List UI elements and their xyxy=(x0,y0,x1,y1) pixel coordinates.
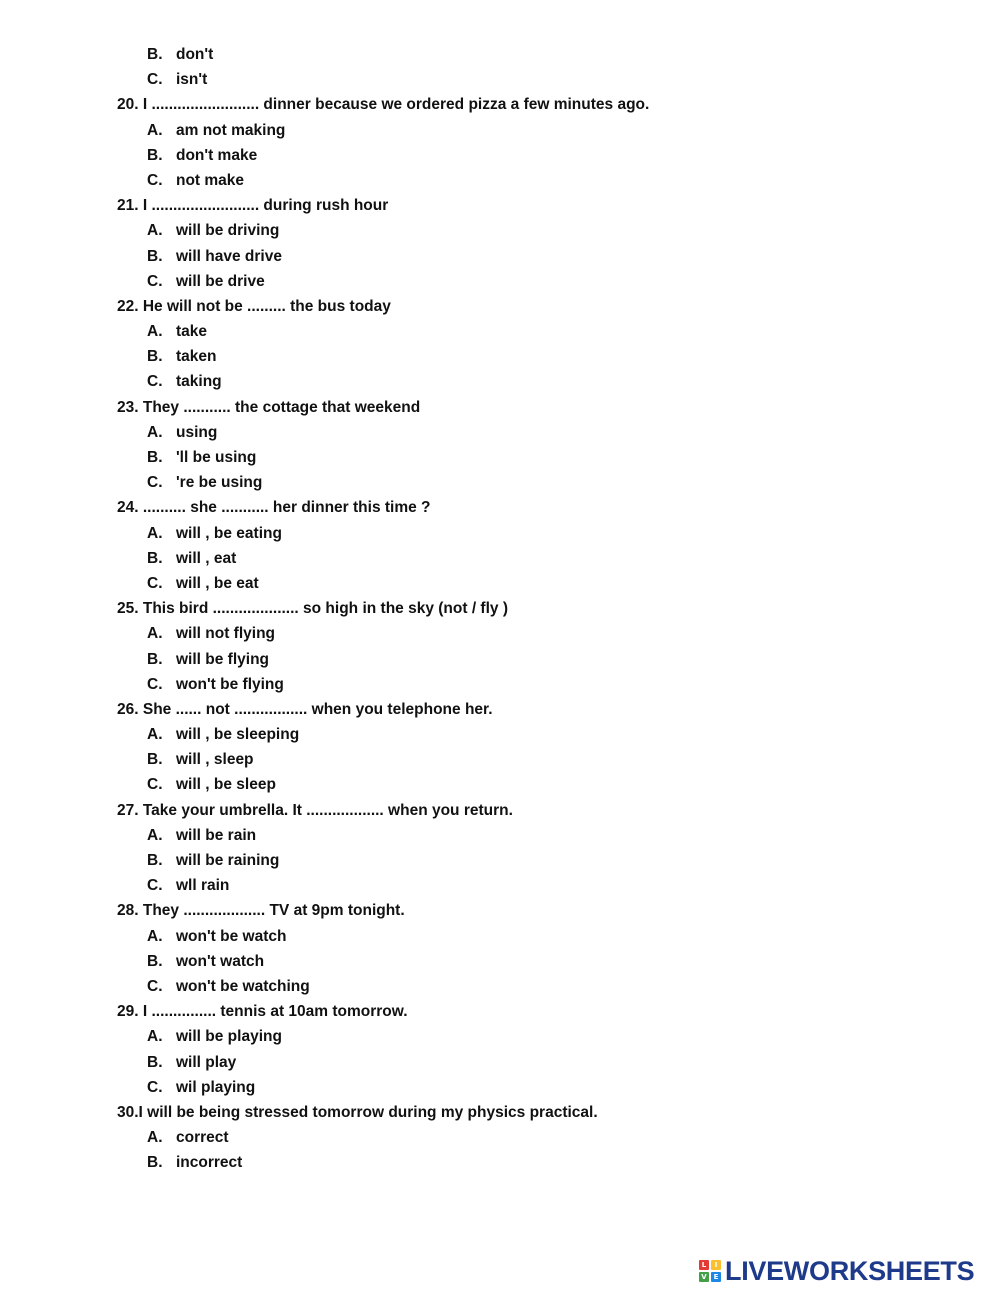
answer-option xyxy=(0,344,1000,369)
question-text: 26. She ...... not ................. when you telephone her. xyxy=(117,700,493,718)
option-letter: C. xyxy=(147,71,163,89)
option-text: don't xyxy=(176,46,214,63)
question-text: 28. They ................... TV at 9pm tonight. xyxy=(117,902,405,920)
answer-option xyxy=(0,722,1000,747)
option-text: don't make xyxy=(176,146,258,164)
option-letter: B. xyxy=(147,952,163,970)
option-text: won't be flying xyxy=(176,675,284,693)
option-text: won't watch xyxy=(176,952,265,970)
answer-option xyxy=(0,521,1000,546)
answer-option xyxy=(0,949,1000,974)
option-letter: B. xyxy=(147,751,163,769)
option-text: will , be eating xyxy=(176,524,282,542)
answer-option xyxy=(0,924,1000,949)
answer-option xyxy=(0,118,1000,143)
option-letter: C. xyxy=(147,977,163,995)
option-text: will be drive xyxy=(176,272,265,290)
answer-option xyxy=(0,873,1000,898)
option-letter: C. xyxy=(147,373,163,391)
option-text: will be rain xyxy=(176,826,257,844)
answer-option xyxy=(0,1050,1000,1075)
answer-option xyxy=(0,823,1000,848)
option-letter: A. xyxy=(147,423,163,441)
option-letter: B. xyxy=(147,852,163,869)
option-text: 're be using xyxy=(176,474,263,492)
option-letter: B. xyxy=(147,247,163,265)
question-text: 21. I ......................... during rush hour xyxy=(117,197,389,215)
liveworksheets-logo-text: LIVEWORKSHEETS xyxy=(725,1255,975,1286)
option-text: incorrect xyxy=(176,1154,243,1172)
option-text: correct xyxy=(176,1129,229,1147)
answer-option xyxy=(0,848,1000,873)
option-text: will be raining xyxy=(176,852,280,869)
question-text: 23. They ........... the cottage that weekend xyxy=(117,398,421,416)
option-letter: C. xyxy=(147,776,163,794)
option-letter: C. xyxy=(147,574,163,592)
answer-option xyxy=(0,470,1000,495)
option-letter: A. xyxy=(147,323,163,341)
option-text: am not making xyxy=(176,121,286,139)
question-text: 30.I will be being stressed tomorrow during my physics practical. xyxy=(117,1103,598,1121)
answer-option xyxy=(0,1125,1000,1150)
option-text: wil playing xyxy=(176,1078,256,1096)
answer-option xyxy=(0,621,1000,646)
answer-option xyxy=(0,319,1000,344)
option-letter: A. xyxy=(147,222,163,240)
option-text: will , be sleep xyxy=(176,776,276,794)
answer-option xyxy=(0,168,1000,193)
option-text: will be driving xyxy=(176,222,280,240)
answer-option xyxy=(0,369,1000,394)
answer-option xyxy=(0,143,1000,168)
option-text: will not flying xyxy=(176,625,276,643)
option-text: taking xyxy=(176,373,222,391)
option-text: take xyxy=(176,323,208,341)
logo-icon-tile: E xyxy=(711,1272,721,1282)
answer-option xyxy=(0,571,1000,596)
option-letter: A. xyxy=(147,524,163,542)
question-text: 27. Take your umbrella. It .................. when you return. xyxy=(117,801,513,819)
option-text: taken xyxy=(176,348,217,366)
option-text: will , be eat xyxy=(176,574,259,592)
option-text: will be flying xyxy=(176,650,270,668)
answer-option xyxy=(0,218,1000,243)
option-letter: C. xyxy=(147,272,163,290)
question-text: 20. I ......................... dinner because we ordered pizza a few minutes ago. xyxy=(117,96,650,114)
option-text: using xyxy=(176,423,218,441)
option-letter: A. xyxy=(147,1129,163,1147)
liveworksheets-logo xyxy=(699,1254,974,1288)
option-text: will , sleep xyxy=(176,751,254,769)
question-text: 24. .......... she ........... her dinner this time ? xyxy=(117,499,431,517)
answer-option xyxy=(0,1150,1000,1175)
liveworksheets-logo-icon xyxy=(699,1260,721,1282)
option-text: isn't xyxy=(176,71,208,89)
option-text: wll rain xyxy=(176,877,230,895)
answer-option xyxy=(0,67,1000,92)
question-text: 29. I ............... tennis at 10am tomorrow. xyxy=(117,1003,408,1021)
answer-option xyxy=(0,672,1000,697)
logo-icon-tile: V xyxy=(699,1272,709,1282)
option-text: 'll be using xyxy=(176,449,257,466)
option-letter: B. xyxy=(147,1053,163,1071)
option-letter: B. xyxy=(147,348,163,366)
option-letter: C. xyxy=(147,877,163,895)
option-letter: C. xyxy=(147,675,163,693)
option-letter: A. xyxy=(147,927,163,945)
option-letter: A. xyxy=(147,726,163,744)
answer-option xyxy=(0,269,1000,294)
option-letter: C. xyxy=(147,474,163,492)
question-text: 25. This bird .................... so high in the sky (not / fly ) xyxy=(117,600,508,618)
option-letter: B. xyxy=(147,46,163,63)
option-text: won't be watch xyxy=(176,927,287,945)
answer-option xyxy=(0,747,1000,772)
option-letter: B. xyxy=(147,1154,163,1172)
answer-option xyxy=(0,546,1000,571)
answer-option xyxy=(0,1075,1000,1100)
option-letter: B. xyxy=(147,549,163,567)
answer-option xyxy=(0,244,1000,269)
option-letter: B. xyxy=(147,650,163,668)
answer-option xyxy=(0,42,1000,67)
option-text: won't be watching xyxy=(176,977,310,995)
option-text: will , be sleeping xyxy=(176,726,300,744)
option-letter: C. xyxy=(147,1078,163,1096)
option-text: will be playing xyxy=(176,1028,282,1046)
answer-option xyxy=(0,647,1000,672)
option-text: will have drive xyxy=(176,247,282,265)
worksheet xyxy=(0,42,1000,1175)
answer-option xyxy=(0,974,1000,999)
option-letter: B. xyxy=(147,449,163,466)
answer-option xyxy=(0,1024,1000,1049)
option-letter: A. xyxy=(147,826,163,844)
logo-icon-tile: L xyxy=(699,1260,709,1270)
answer-option xyxy=(0,445,1000,470)
logo-icon-tile: I xyxy=(711,1260,721,1270)
option-text: will play xyxy=(176,1053,237,1071)
answer-option xyxy=(0,772,1000,797)
option-letter: A. xyxy=(147,121,163,139)
option-text: will , eat xyxy=(176,549,237,567)
option-text: not make xyxy=(176,171,245,189)
option-letter: B. xyxy=(147,146,163,164)
option-letter: A. xyxy=(147,625,163,643)
question-text: 22. He will not be ......... the bus today xyxy=(117,297,391,315)
option-letter: C. xyxy=(147,171,163,189)
option-letter: A. xyxy=(147,1028,163,1046)
answer-option xyxy=(0,420,1000,445)
